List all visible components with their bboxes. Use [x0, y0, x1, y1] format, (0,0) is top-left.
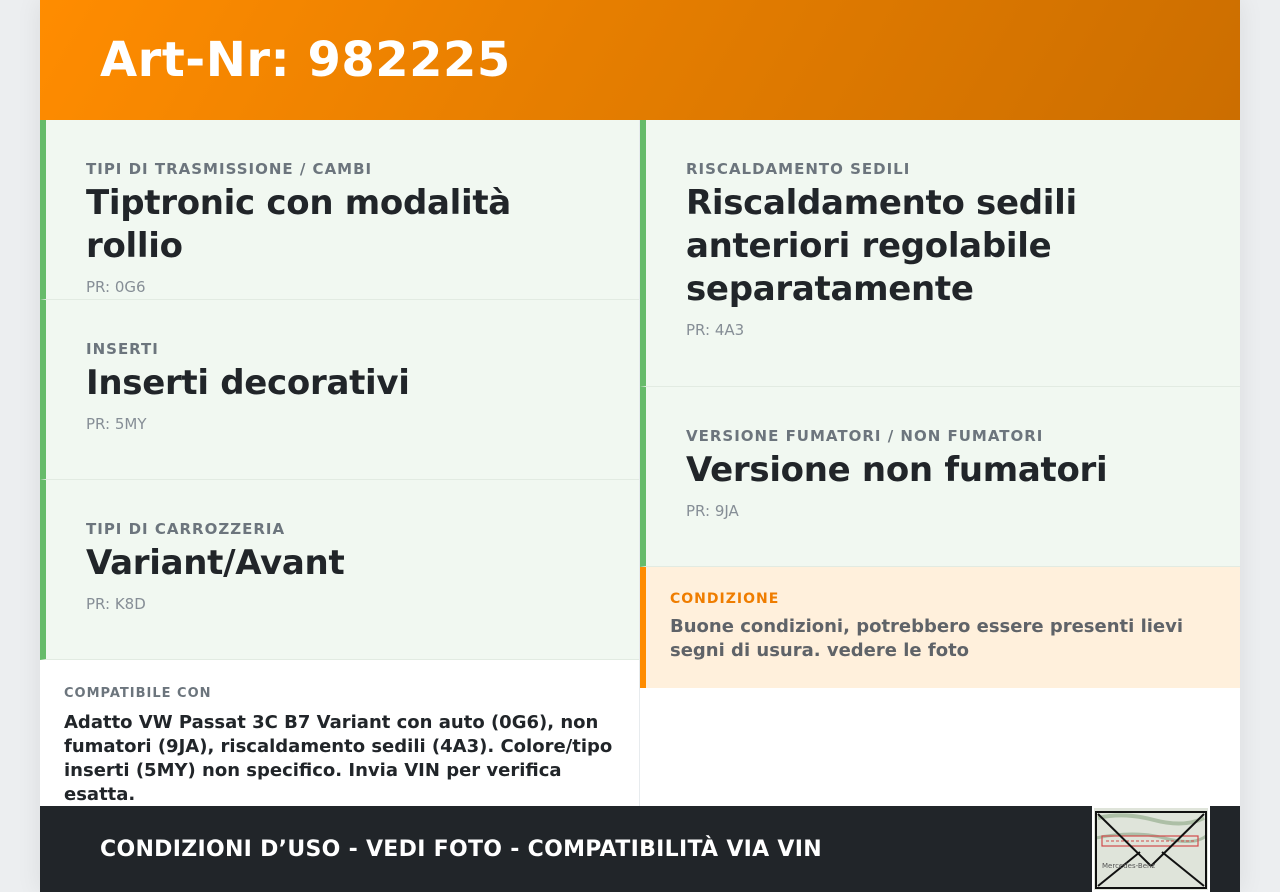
- spec-card-seat-heating: [640, 120, 1240, 387]
- right-column: [640, 120, 1240, 806]
- spec-label: TIPI DI TRASMISSIONE / CAMBI: [86, 160, 373, 178]
- spec-label: TIPI DI CARROZZERIA: [86, 520, 286, 538]
- left-column: [40, 120, 640, 806]
- spec-pr-code: PR: 4A3: [686, 321, 745, 339]
- compatibility-label: COMPATIBILE CON: [64, 686, 212, 701]
- footer-text: CONDIZIONI D’USO - VEDI FOTO - COMPATIBILITÀ VIA VIN: [100, 836, 822, 862]
- condition-label: CONDIZIONE: [670, 591, 780, 607]
- spec-pr-code: PR: K8D: [86, 595, 146, 613]
- compatibility-text: Adatto VW Passat 3C B7 Variant con auto (0G6), non fumatori (9JA), riscaldamento sedili (4A3). Colore/tipo inserti (5MY) non specifico. Invia VIN per verifica esatta.: [64, 712, 613, 805]
- spec-label: VERSIONE FUMATORI / NON FUMATORI: [686, 427, 1044, 445]
- spec-card-transmission: [40, 120, 639, 300]
- spec-card-inserts: [40, 300, 639, 480]
- spec-value: Variant/Avant: [86, 543, 345, 583]
- spec-value: Tiptronic con modalità rollio: [86, 183, 511, 266]
- spec-pr-code: PR: 9JA: [686, 502, 739, 520]
- footer-bar: [40, 806, 1240, 892]
- condition-box: [640, 567, 1240, 688]
- spec-grid: [40, 120, 1240, 806]
- spec-pr-code: PR: 0G6: [86, 278, 146, 296]
- spec-value: Inserti decorativi: [86, 363, 410, 403]
- compatibility-box: [40, 660, 639, 806]
- thumbnail-label: Mercedes-Benz: [1102, 862, 1156, 870]
- spec-card-body-type: [40, 480, 639, 660]
- header-banner: [40, 0, 1240, 120]
- spec-pr-code: PR: 5MY: [86, 415, 147, 433]
- product-photo-thumbnail[interactable]: [1092, 806, 1210, 892]
- page-title: Art-Nr: 982225: [100, 32, 511, 88]
- spec-value: Versione non fumatori: [686, 450, 1108, 490]
- spec-label: RISCALDAMENTO SEDILI: [686, 160, 911, 178]
- spec-value: Riscaldamento sedili anteriori regolabile separatamente: [686, 183, 1077, 309]
- spec-card-smoker-version: [640, 387, 1240, 567]
- spec-sheet: [40, 0, 1240, 892]
- condition-text: Buone condizioni, potrebbero essere presenti lievi segni di usura. vedere le foto: [670, 616, 1184, 661]
- spec-label: INSERTI: [86, 340, 159, 358]
- label-photo-image: [1094, 808, 1208, 890]
